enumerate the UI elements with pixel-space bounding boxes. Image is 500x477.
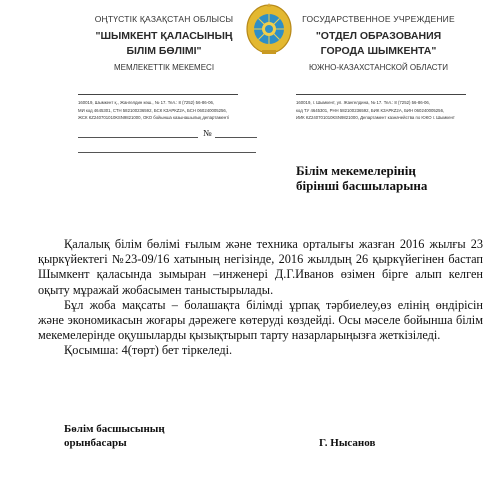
body-paragraph-2: Бұл жоба мақсаты – болашақта білімді ұрпақ тәрбиелеу,өз елінің өндірісін және экономикасын жоғары дәрежеге көтеруді көздейді. Осы мәселе бойынша білім мекемелерінде оқушыларды қызықтырып тарту назарларыңызға жеткізіледі. [38,297,483,343]
header-left-line2: БІЛІМ БӨЛІМІ" [126,45,202,57]
kazakhstan-emblem-icon [245,2,293,58]
number-fill-line [215,137,257,138]
header-right-region: ЮЖНО-КАЗАХСТАНСКОЙ ОБЛАСТИ [309,63,448,72]
header-left [78,14,250,72]
header-right-type: ГОСУДАРСТВЕННОЕ УЧРЕЖДЕНИЕ [302,14,455,24]
address-left-line: 160019, Шымкент қ., Жангелдин көш., № 17. Тел.: 8 (7252) 56-86-06, [78,100,215,105]
address-right-line: код ТУ 4645301, РНН 582100236592, БИК КЗАРКZ2А, БИН 060240005256, [296,107,445,113]
address-right-line: 160019, г. Шымкент, ул. Жангелдина, № 17. Тел.: 8 (7252) 56-86-06, [296,100,430,105]
address-left [78,99,229,122]
reference-fill-line [78,152,256,153]
signature-title-line2: орынбасары [64,437,127,449]
address-right [296,99,455,122]
date-fill-line [78,137,198,138]
header-right [296,14,461,72]
letter-body [38,237,483,359]
header-right-line1: "ОТДЕЛ ОБРАЗОВАНИЯ [315,30,442,42]
recipient-line1: Білім мекемелерінің [296,163,416,178]
address-right-line: ИИК КZ240701010КSN9821000, Департамент казначейства по ЮКО г. Шымкент [296,115,455,120]
header-rule-right [296,94,466,95]
header-right-line2: ГОРОДА ШЫМКЕНТА" [320,45,437,57]
address-left-line: ЖСК КZ240701010КSN9821000, ОКО бойынша казынашылық департаменті [78,115,230,120]
header-left-region: ОҢТҮСТІК ҚАЗАҚСТАН ОБЛЫСЫ [94,14,234,24]
signature-title-line1: Бөлім басшысының [64,423,165,435]
recipient-line2: бірінші басшыларына [296,178,428,193]
attachment-note: Қосымша: 4(төрт) бет тіркеледі. [64,343,233,358]
signature-name: Г. Нысанов [319,437,376,449]
header-left-type: МЕМЛЕКЕТТІК МЕКЕМЕСІ [113,63,215,72]
header-left-line1: "ШЫМКЕНТ ҚАЛАСЫНЫҢ [95,30,233,42]
body-paragraph-1: Қалалық білім бөлімі ғылым және техника орталығы жазған 2016 жылғы 23 қыркүйектегі №23-09/16 хатының негізінде, 2016 жылдың 26 қыркүйегінен бастап Шымкент қаласында зымыран –инженері Д.Г.Иванов өзімен бірге алып келген оқыту мұражай жобасымен таныстырылады. [38,237,483,297]
address-left-line: МИ код 4645301, СТН 582100236592, БСК КЗАРКZ2А, БСН 060240005256, [78,107,228,113]
header-rule-left [78,94,238,95]
number-sign: № [203,128,212,138]
